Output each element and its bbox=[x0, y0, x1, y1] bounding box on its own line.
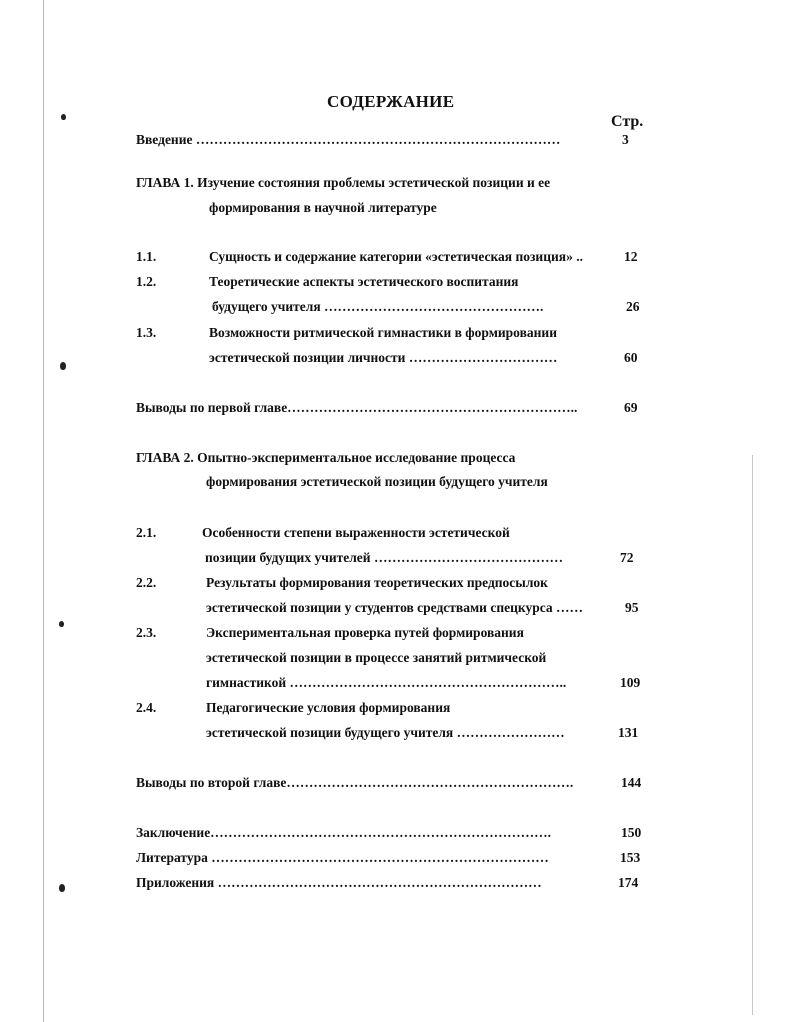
toc-1-1-title: Сущность и содержание категории «эстетическая позиция» .. bbox=[209, 249, 583, 264]
toc-1-2-number: 1.2. bbox=[136, 274, 157, 289]
toc-appendices-text: Приложения ……………………………………………………………… bbox=[136, 875, 542, 890]
toc-1-2-page: 26 bbox=[626, 299, 640, 314]
toc-2-3-title-line1: Экспериментальная проверка путей формирования bbox=[206, 625, 524, 640]
toc-2-1-title-line1: Особенности степени выраженности эстетической bbox=[202, 525, 510, 540]
scan-speck bbox=[60, 362, 66, 370]
toc-appendices-page: 174 bbox=[618, 875, 639, 890]
toc-1-2-title-line2: будущего учителя …………………………………………. bbox=[212, 299, 544, 314]
scan-speck bbox=[59, 621, 64, 627]
chapter1-heading-line1: ГЛАВА 1. Изучение состояния проблемы эстетической позиции и ее bbox=[136, 175, 551, 190]
chapter2-heading-line2: формирования эстетической позиции будущего учителя bbox=[206, 474, 548, 489]
toc-1-3-number: 1.3. bbox=[136, 325, 157, 340]
toc-conclusion-text: Заключение…………………………………………………………………. bbox=[136, 825, 552, 840]
toc-2-2-number: 2.2. bbox=[136, 575, 157, 590]
toc-1-2-title-line1: Теоретические аспекты эстетического воспитания bbox=[209, 274, 519, 289]
toc-conclusion-page: 150 bbox=[621, 825, 642, 840]
toc-2-3-title-line2: эстетической позиции в процессе занятий ритмической bbox=[206, 650, 547, 665]
toc-2-3-title-line3: гимнастикой …………………………………………………….. bbox=[206, 675, 567, 690]
scan-speck bbox=[61, 114, 66, 120]
toc-intro-page: 3 bbox=[622, 132, 629, 147]
toc-1-3-title-line1: Возможности ритмической гимнастики в формировании bbox=[209, 325, 557, 340]
toc-2-1-number: 2.1. bbox=[136, 525, 157, 540]
scan-edge-line-right bbox=[752, 455, 753, 1015]
toc-1-3-title-line2: эстетической позиции личности …………………………… bbox=[209, 350, 558, 365]
toc-2-1-page: 72 bbox=[620, 550, 634, 565]
toc-conclusions1-page: 69 bbox=[624, 400, 638, 415]
toc-2-2-page: 95 bbox=[625, 600, 639, 615]
toc-1-1-number: 1.1. bbox=[136, 249, 157, 264]
toc-intro-text: Введение ……………………………………………………………………… bbox=[136, 132, 561, 147]
page-title: СОДЕРЖАНИЕ bbox=[327, 92, 455, 111]
toc-2-3-number: 2.3. bbox=[136, 625, 157, 640]
toc-2-4-title-line2: эстетической позиции будущего учителя …………………… bbox=[206, 725, 565, 740]
toc-literature-text: Литература ………………………………………………………………… bbox=[136, 850, 549, 865]
toc-conclusions2-text: Выводы по второй главе………………………………………………………. bbox=[136, 775, 574, 790]
scan-edge-line-left bbox=[43, 0, 44, 1022]
page-column-header: Стр. bbox=[611, 113, 644, 130]
toc-2-4-title-line1: Педагогические условия формирования bbox=[206, 700, 451, 715]
toc-conclusions1-text: Выводы по первой главе……………………………………………………….. bbox=[136, 400, 578, 415]
toc-2-3-page: 109 bbox=[620, 675, 641, 690]
chapter1-heading-line2: формирования в научной литературе bbox=[209, 200, 437, 215]
toc-2-4-number: 2.4. bbox=[136, 700, 157, 715]
toc-1-1-page: 12 bbox=[624, 249, 638, 264]
toc-conclusions2-page: 144 bbox=[621, 775, 642, 790]
toc-2-2-title-line1: Результаты формирования теоретических предпосылок bbox=[206, 575, 548, 590]
toc-2-4-page: 131 bbox=[618, 725, 639, 740]
toc-2-2-title-line2: эстетической позиции у студентов средствами спецкурса …… bbox=[206, 600, 583, 615]
toc-1-3-page: 60 bbox=[624, 350, 638, 365]
toc-literature-page: 153 bbox=[620, 850, 641, 865]
chapter2-heading-line1: ГЛАВА 2. Опытно-экспериментальное исследование процесса bbox=[136, 450, 516, 465]
scan-speck bbox=[59, 884, 65, 892]
toc-2-1-title-line2: позиции будущих учителей …………………………………… bbox=[205, 550, 563, 565]
